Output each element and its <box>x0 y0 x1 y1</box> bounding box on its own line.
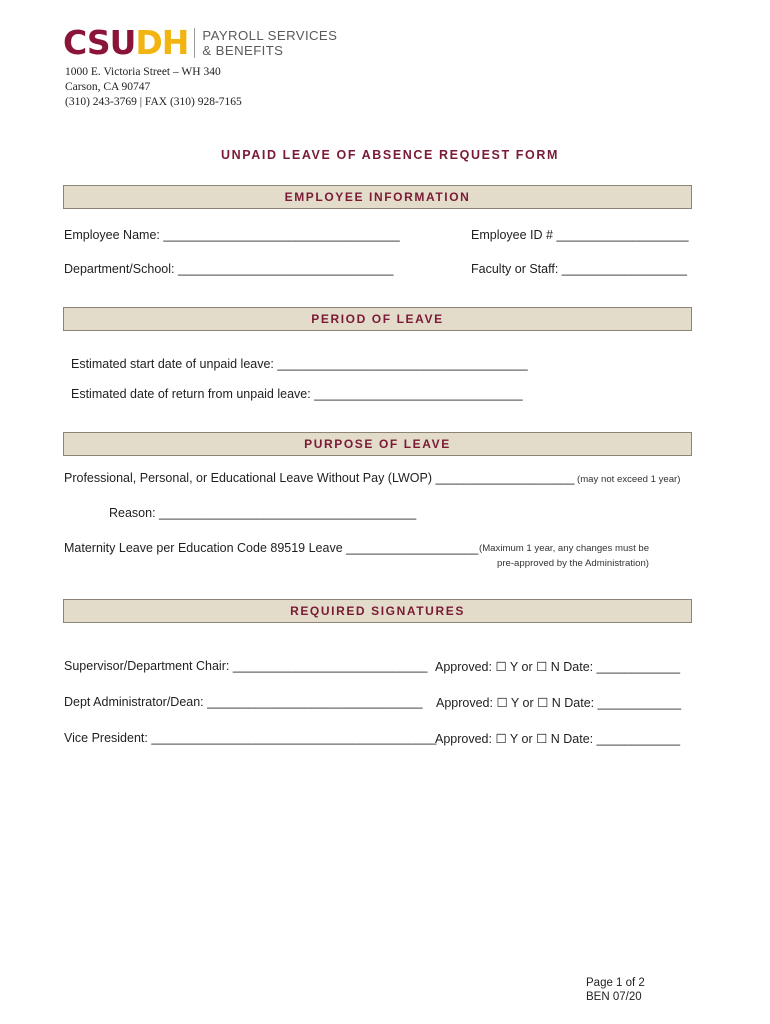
page-footer <box>586 976 645 1004</box>
start-date-field[interactable]: Estimated start date of unpaid leave: ____________________________________ <box>71 357 528 371</box>
logo-divider <box>194 28 195 58</box>
address-block: 1000 E. Victoria Street – WH 340 Carson, CA 90747 (310) 243-3769 | FAX (310) 928-7165 <box>65 66 242 108</box>
section-period-of-leave: PERIOD OF LEAVE <box>63 307 692 331</box>
employee-id-field[interactable]: Employee ID # ___________________ <box>471 228 689 242</box>
return-date-field[interactable]: Estimated date of return from unpaid leave: ______________________________ <box>71 387 523 401</box>
dept-admin-approval-field[interactable]: Approved: ☐ Y or ☐ N Date: ____________ <box>436 696 682 710</box>
form-code: BEN 07/20 <box>586 991 642 1003</box>
maternity-leave-field[interactable]: Maternity Leave per Education Code 89519 Leave ___________________ <box>64 541 479 555</box>
employee-name-field[interactable]: Employee Name: __________________________________ <box>64 228 400 242</box>
maternity-note-line1: (Maximum 1 year, any changes must be <box>479 543 650 554</box>
section-purpose-of-leave: PURPOSE OF LEAVE <box>63 432 692 456</box>
section-employee-information: EMPLOYEE INFORMATION <box>63 185 692 209</box>
csudh-logo <box>63 23 338 62</box>
department-field[interactable]: Department/School: _______________________________ <box>64 262 394 276</box>
form-title: UNPAID LEAVE OF ABSENCE REQUEST FORM <box>221 148 559 162</box>
maternity-note-line2: pre-approved by the Administration) <box>497 558 649 569</box>
section-required-signatures: REQUIRED SIGNATURES <box>63 599 692 623</box>
faculty-staff-field[interactable]: Faculty or Staff: __________________ <box>471 262 687 276</box>
supervisor-approval-field[interactable]: Approved: ☐ Y or ☐ N Date: ____________ <box>435 660 681 674</box>
lwop-note: (may not exceed 1 year) <box>577 474 681 485</box>
logo-wordmark: CSUDH <box>63 23 189 62</box>
dept-admin-signature-field[interactable]: Dept Administrator/Dean: _______________________________ <box>64 695 423 709</box>
supervisor-signature-field[interactable]: Supervisor/Department Chair: ____________________________ <box>64 659 428 673</box>
vp-signature-field[interactable]: Vice President: _________________________________________ <box>64 731 437 745</box>
vp-approval-field[interactable]: Approved: ☐ Y or ☐ N Date: ____________ <box>435 732 681 746</box>
page-number: Page 1 of 2 <box>586 977 645 989</box>
lwop-field[interactable]: Professional, Personal, or Educational Leave Without Pay (LWOP) ____________________ <box>64 471 575 485</box>
reason-field[interactable]: Reason: _____________________________________ <box>109 506 417 520</box>
department-name: PAYROLL SERVICES & BENEFITS <box>202 28 338 58</box>
